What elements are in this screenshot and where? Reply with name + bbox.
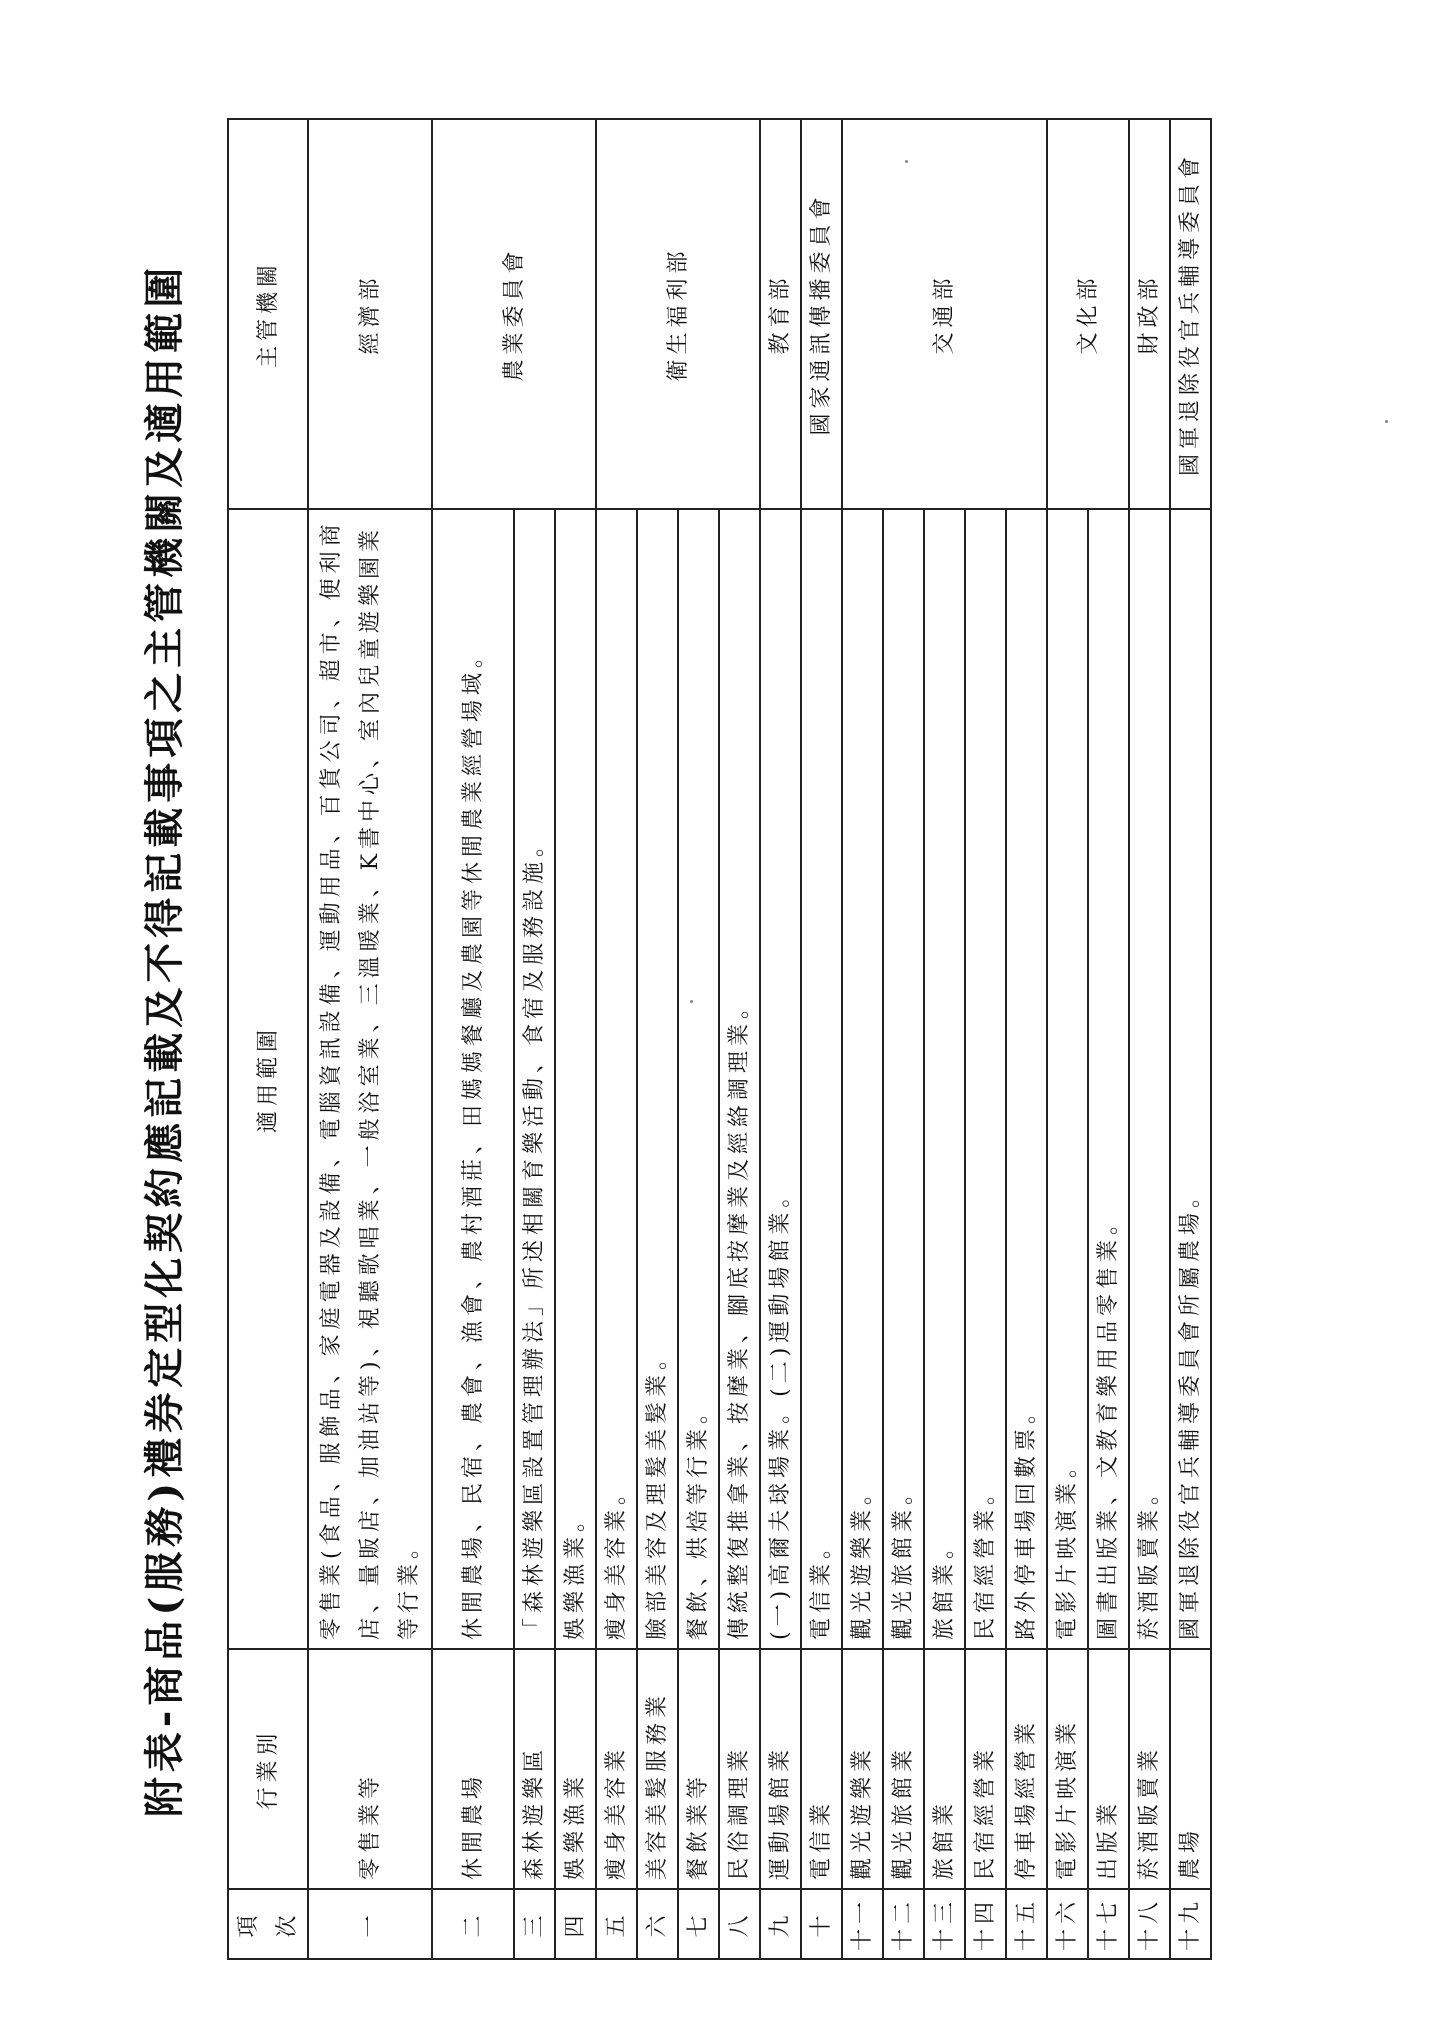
table-row xyxy=(308,119,432,1959)
row-scope: 路外停車場回數票。 xyxy=(1006,509,1047,1649)
row-industry: 出版業 xyxy=(1088,1649,1129,1889)
header-index: 項次 xyxy=(228,1889,308,1959)
row-agency: 農業委員會 xyxy=(432,119,596,509)
table-header-row xyxy=(228,119,308,1959)
row-scope: 娛樂漁業。 xyxy=(555,509,596,1649)
row-scope: (一)高爾夫球場業。(二)運動場館業。 xyxy=(760,509,801,1649)
row-index: 十三 xyxy=(924,1889,965,1959)
row-industry: 森林遊樂區 xyxy=(514,1649,555,1889)
row-industry: 瘦身美容業 xyxy=(596,1649,637,1889)
row-agency: 國家通訊傳播委員會 xyxy=(801,119,842,509)
scan-speck xyxy=(1385,420,1388,423)
table-row xyxy=(842,119,883,1959)
row-agency: 教育部 xyxy=(760,119,801,509)
row-index: 一 xyxy=(308,1889,432,1959)
row-industry: 觀光遊樂業 xyxy=(842,1649,883,1889)
header-agency: 主管機關 xyxy=(228,119,308,509)
row-scope: 電信業。 xyxy=(801,509,842,1649)
row-agency: 衛生福利部 xyxy=(596,119,760,509)
row-index: 十八 xyxy=(1129,1889,1170,1959)
row-scope: 菸酒販賣業。 xyxy=(1129,509,1170,1649)
row-industry: 旅館業 xyxy=(924,1649,965,1889)
row-index: 五 xyxy=(596,1889,637,1959)
row-agency: 國軍退除役官兵輔導委員會 xyxy=(1170,119,1211,509)
row-index: 三 xyxy=(514,1889,555,1959)
row-scope: 臉部美容及理髮美髮業。 xyxy=(637,509,678,1649)
row-agency: 財政部 xyxy=(1129,119,1170,509)
scope-table xyxy=(227,118,1212,1960)
row-industry: 餐飲業等 xyxy=(678,1649,719,1889)
row-industry: 零售業等 xyxy=(308,1649,432,1889)
row-scope: 電影片映演業。 xyxy=(1047,509,1088,1649)
row-index: 十四 xyxy=(965,1889,1006,1959)
row-industry: 電信業 xyxy=(801,1649,842,1889)
table-row xyxy=(801,119,842,1959)
row-industry: 運動場館業 xyxy=(760,1649,801,1889)
row-index: 十 xyxy=(801,1889,842,1959)
header-scope: 適用範圍 xyxy=(228,509,308,1649)
row-agency: 交通部 xyxy=(842,119,1047,509)
row-industry: 觀光旅館業 xyxy=(883,1649,924,1889)
scan-speck xyxy=(690,1000,693,1003)
scope-table-container xyxy=(227,120,1212,1960)
row-scope: 「森林遊樂區設置管理辦法」所述相關育樂活動、食宿及服務設施。 xyxy=(514,509,555,1649)
row-scope: 傳統整復推拿業、按摩業、腳底按摩業及經絡調理業。 xyxy=(719,509,760,1649)
row-scope: 瘦身美容業。 xyxy=(596,509,637,1649)
table-row xyxy=(432,119,514,1959)
row-scope: 觀光旅館業。 xyxy=(883,509,924,1649)
row-index: 八 xyxy=(719,1889,760,1959)
row-industry: 農場 xyxy=(1170,1649,1211,1889)
row-agency: 經濟部 xyxy=(308,119,432,509)
row-index: 十六 xyxy=(1047,1889,1088,1959)
header-industry: 行業別 xyxy=(228,1649,308,1889)
row-industry: 民俗調理業 xyxy=(719,1649,760,1889)
row-industry: 民宿經營業 xyxy=(965,1649,1006,1889)
row-industry: 菸酒販賣業 xyxy=(1129,1649,1170,1889)
row-index: 十九 xyxy=(1170,1889,1211,1959)
row-scope: 圖書出版業、文教育樂用品零售業。 xyxy=(1088,509,1129,1649)
document-title: 附表-商品(服務)禮券定型化契約應記載及不得記載事項之主管機關及適用範圍 xyxy=(141,262,188,1818)
row-scope: 民宿經營業。 xyxy=(965,509,1006,1649)
row-agency: 文化部 xyxy=(1047,119,1129,509)
row-index: 六 xyxy=(637,1889,678,1959)
row-scope: 國軍退除役官兵輔導委員會所屬農場。 xyxy=(1170,509,1211,1649)
row-index: 二 xyxy=(432,1889,514,1959)
table-row xyxy=(1170,119,1211,1959)
row-industry: 美容美髮服務業 xyxy=(637,1649,678,1889)
row-index: 九 xyxy=(760,1889,801,1959)
row-index: 四 xyxy=(555,1889,596,1959)
table-row xyxy=(596,119,637,1959)
row-index: 十一 xyxy=(842,1889,883,1959)
row-scope: 休閒農場、民宿、農會、漁會、農村酒莊、田媽媽餐廳及農園等休閒農業經營場域。 xyxy=(432,509,514,1649)
row-industry: 娛樂漁業 xyxy=(555,1649,596,1889)
scan-speck xyxy=(905,160,908,163)
row-scope: 零售業(食品、服飾品、家庭電器及設備、電腦資訊設備、運動用品、百貨公司、超市、便利商店、量販店、加油站等)、視聽歌唱業、一般浴室業、三溫暖業、K書中心、室內兒童遊樂園業等行業。 xyxy=(308,509,432,1649)
row-scope: 旅館業。 xyxy=(924,509,965,1649)
row-index: 七 xyxy=(678,1889,719,1959)
row-industry: 電影片映演業 xyxy=(1047,1649,1088,1889)
rotated-page xyxy=(135,120,1325,1960)
row-scope: 觀光遊樂業。 xyxy=(842,509,883,1649)
row-industry: 休閒農場 xyxy=(432,1649,514,1889)
row-industry: 停車場經營業 xyxy=(1006,1649,1047,1889)
row-index: 十七 xyxy=(1088,1889,1129,1959)
row-scope: 餐飲、烘焙等行業。 xyxy=(678,509,719,1649)
row-index: 十五 xyxy=(1006,1889,1047,1959)
table-row xyxy=(1047,119,1088,1959)
table-row xyxy=(760,119,801,1959)
row-index: 十二 xyxy=(883,1889,924,1959)
table-row xyxy=(1129,119,1170,1959)
